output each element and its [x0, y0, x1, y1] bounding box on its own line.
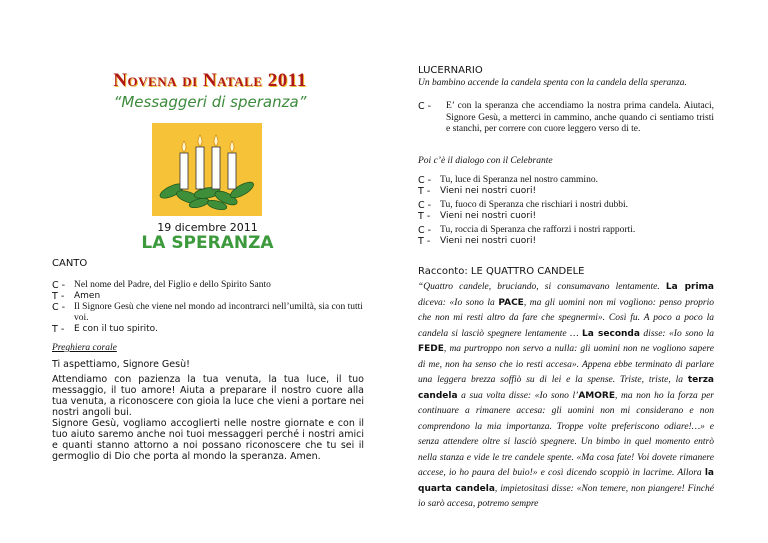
line-text: Il Signore Gesù che viene nel mondo ad incontrarci nell’umiltà, sia con tutti voi. — [74, 302, 363, 323]
canto-heading: CANTO — [52, 258, 88, 269]
speaker: C - — [418, 101, 432, 112]
line-text: Vieni nei nostri cuori! — [440, 211, 537, 221]
dialog-intro: Poi c’è il dialogo con il Celebrante — [418, 156, 553, 166]
story-text-part: , ma gli uomini non mi vogliono: penso proprio che non mi resti altro da fare che spegnermi». Così fu. A poco a poco la candela si lasciò spegnere lentamente … — [418, 297, 714, 339]
lucernario-intro: Un bambino accende la candela spenta con la candela della speranza. — [418, 78, 687, 88]
subtitle: “Messaggeri di speranza” — [113, 93, 307, 111]
page-title: Novena di Natale 2011 — [113, 70, 307, 91]
story-emphasis: La seconda — [582, 328, 640, 339]
story-emphasis: PACE — [498, 297, 524, 308]
prayer-heading: Preghiera corale — [52, 343, 117, 353]
story-text-part: “Quattro candele, bruciando, si consumavano lentamente. — [418, 282, 666, 292]
advent-candles-illustration — [152, 123, 262, 216]
dialog-row — [418, 200, 714, 211]
dialog-row — [418, 175, 714, 186]
story-text-part: , ma non ho la forza per continuare a rimanere accesa: gli uomini non mi considerano e non comprendono la mia importanza. Troppe volte preferiscono odiare!…» e senza attendere oltre si lasciò spegnere. Un bimbo in quel momento entrò nella stanza e vide le tre candele spente. «Ma cosa fate! Voi dovete rimanere accese, io ho paura del buio!» e così dicendo scoppiò in lacrime. Allora — [418, 390, 714, 478]
line-text: Nel nome del Padre, del Figlio e dello Spirito Santo — [74, 280, 271, 290]
speaker: T - — [418, 236, 431, 247]
speaker: C - — [418, 200, 432, 211]
story-emphasis: FEDE — [418, 344, 444, 354]
opening-dialog — [52, 280, 364, 335]
story-text — [418, 280, 714, 513]
line-text: E’ con la speranza che accendiamo la nostra prima candela. Aiutaci, Signore Gesù, a metterci in cammino, anche quando ci sentiamo tristi e stanchi, per correre con cuore leggero verso di te. — [446, 101, 714, 134]
speaker: C - — [418, 225, 432, 236]
speaker: C - — [52, 302, 66, 313]
line-text: Vieni nei nostri cuori! — [440, 186, 537, 196]
speaker: C - — [52, 280, 66, 291]
line-text: Vieni nei nostri cuori! — [440, 236, 537, 246]
lucernario-heading: LUCERNARIO — [418, 65, 483, 76]
story-text-part: disse: «Io sono la — [639, 328, 715, 339]
speaker: T - — [418, 211, 431, 222]
story-text-part: , ma purtroppo non servo a nulla: gli uomini non ne vogliono sapere di me, non ha senso che io resti accesa». Appena ebbe terminato di parlare una leggera brezza soffiò su di lei e la spense. Triste, triste, la — [418, 344, 714, 385]
speaker: T - — [52, 324, 65, 335]
story-emphasis: AMORE — [578, 390, 615, 401]
dialog-row — [418, 236, 714, 247]
dialog-row — [52, 302, 364, 324]
prayer-line: Ti aspettiamo, Signore Gesù! — [52, 359, 190, 370]
date: 19 dicembre 2011 — [157, 221, 258, 234]
dialog-row — [52, 291, 364, 302]
prayer-paragraph: Attendiamo con pazienza la tua venuta, la tua luce, il tuo messaggio, il tuo amore! Aiuta a preparare il nostro cuore alla tua venuta, a riconoscere con gioia la luce che vieni a portare nei nostri angoli bui. — [52, 374, 364, 418]
celebrant-dialog — [418, 175, 714, 247]
story-text-part: , impietositasi disse: «Non temere, non piangere! Finché io sarò accesa, potremo sempre — [418, 483, 714, 509]
line-text: Tu, roccia di Speranza che rafforzi i nostri rapporti. — [440, 225, 636, 235]
story-emphasis: terza candela — [418, 375, 714, 401]
theme-title: LA SPERANZA — [141, 233, 274, 253]
dialog-row — [52, 324, 364, 335]
speaker: T - — [52, 291, 65, 302]
racconto-heading: Racconto: LE QUATTRO CANDELE — [418, 266, 585, 277]
line-text: Tu, fuoco di Speranza che rischiari i nostri dubbi. — [440, 200, 629, 210]
dialog-row — [418, 225, 714, 236]
line-text: Amen — [74, 291, 101, 301]
story-text-part: a sua volta disse: «Io sono l’ — [457, 390, 579, 401]
dialog-row — [52, 280, 364, 291]
speaker: C - — [418, 175, 432, 186]
story-emphasis: la quarta candela — [418, 468, 714, 494]
line-text: Tu, luce di Speranza nel nostro cammino. — [440, 175, 598, 185]
dialog-row — [418, 186, 714, 197]
dialog-row — [418, 211, 714, 222]
story-emphasis: La prima — [665, 282, 715, 292]
story-text-part: diceva: «Io sono la — [418, 297, 499, 308]
speaker: T - — [418, 186, 431, 197]
prayer-paragraph: Signore Gesù, vogliamo accoglierti nelle nostre giornate e con il tuo aiuto saremo anche noi tuoi messaggeri perché i nostri amici e quanti stanno attorno a noi possano riconoscere che tu sei il germoglio di Dio che porta al mondo la speranza. Amen. — [52, 418, 364, 462]
line-text: E con il tuo spirito. — [74, 324, 158, 334]
celebrant-text — [418, 101, 714, 136]
